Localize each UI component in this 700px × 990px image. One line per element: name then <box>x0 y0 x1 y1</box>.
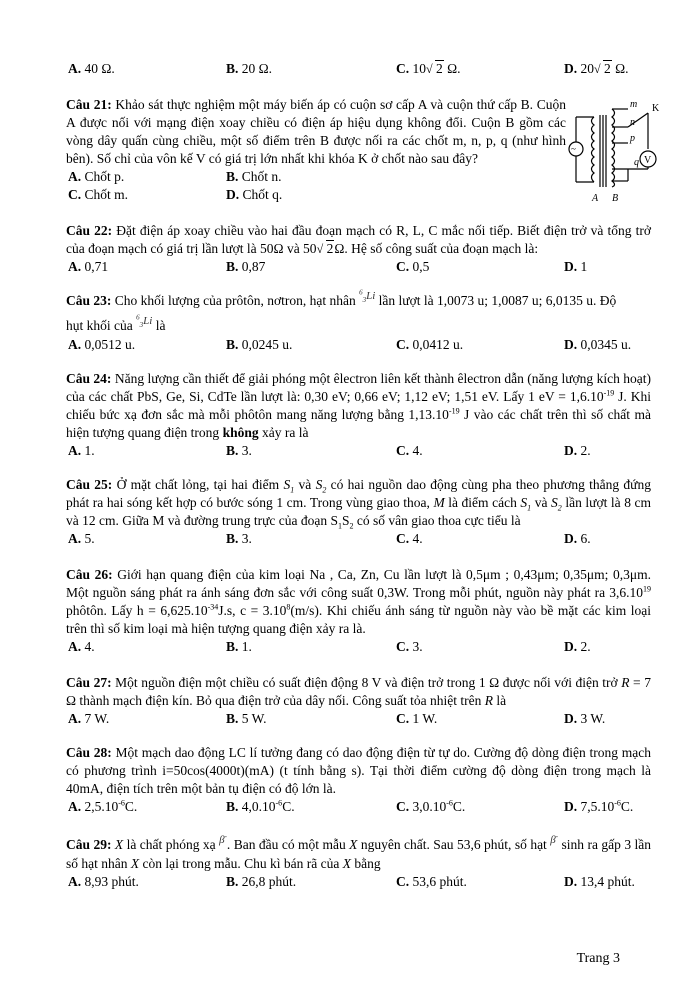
question-21 <box>66 96 566 204</box>
question-label: Câu 21: <box>66 97 112 112</box>
question-24: Câu 24: Năng lượng cần thiết để giải phóng một êlectron liên kết thành êlectron dẫn (năng lượng kích hoạt) của các chất PbS, Ge, Si, CdTe lần lượt là: 0,30 eV; 0,66 eV; 1,12 eV; 1,51 eV. Lấy 1 eV = $1,6.10^{-19}$ J. Khi chiếu bức xạ đơn sắc mà mỗi phôtôn mang năng lượng bằng $1,13.10^{-19}$ J vào các chất trên thì số chất mà hiện tượng quang điện trong không xảy ra là A. 1. B. 3. C. 4. D. 2. <box>66 371 651 458</box>
q28-option-a[interactable]: A. $2,5.10^{-6}C$. <box>68 798 138 814</box>
svg-text:B: B <box>612 193 619 204</box>
q26-option-b[interactable]: B. 1. <box>226 639 252 654</box>
question-text: Khảo sát thực nghiệm một máy biến áp có cuộn sơ cấp A và cuộn thứ cấp B. Cuộn A được nối với mạng điện xoay chiều có điện áp hiệu dụng không đổi. Cuộn B gồm các vòng dây quấn cùng chiều, một số điểm trên B được nối ra các chốt m, n, p, q (như hình bên). Số chỉ của vôn kế V có giá trị lớn nhất khi khóa K ở chốt nào sau đây? <box>66 97 566 166</box>
svg-text:q: q <box>634 157 639 168</box>
q21-option-d[interactable]: D. Chốt q. <box>226 187 283 202</box>
q24-option-c[interactable]: C. 4. <box>396 443 423 458</box>
question-23: Câu 23: Cho khối lượng của prôtôn, nơtron, hạt nhân $^{^6_3Li}$ lần lượt là 1,0073 u; 1,0087 u; 6,0135 u. Độ hụt khối của $^{^6_3Li}$ là A. 0,0512 u. B. 0,0245 u. C. 0,0412 u. D. 0,0345 u. <box>66 288 632 352</box>
q26-option-c[interactable]: C. 3. <box>396 639 423 654</box>
q24-option-a[interactable]: A. 1. <box>68 443 95 458</box>
sqrt-symbol: √ 2 <box>316 241 334 256</box>
question-25: Câu 25: Ở mặt chất lỏng, tại hai điểm $S_1$ và $S_2$ có hai nguồn dao động cùng pha theo phương thẳng đứng phát ra hai sóng kết hợp có bước sóng 1 cm. Trong vùng giao thoa, M là điểm cách $S_1$ và $S_2$ lần lượt là 8 cm và 12 cm. Giữa M và đường trung trực của đoạn $S_1S_2$ có số vân giao thoa cực tiểu là A. 5. B. 3. C. 4. D. 6. <box>66 477 651 546</box>
lithium-nuclide: 63Li <box>136 313 153 330</box>
svg-text:K: K <box>652 103 660 114</box>
question-22: Câu 22: Đặt điện áp xoay chiều vào hai đầu đoạn mạch có R, L, C mắc nối tiếp. Biết điện trở và tổng trở của đoạn mạch có giá trị lần lượt là 50Ω và 50 √ 2Ω. Hệ số công suất của đoạn mạch là: A. 0,71 B. 0,87 C. 0,5 D. 1 <box>66 223 652 274</box>
q20-option-d[interactable]: D. 20 √ 2 Ω. <box>564 61 629 76</box>
question-28: Câu 28: Một mạch dao động LC lí tưởng đang có dao động điện từ tự do. Cường độ dòng điện trong mạch có phương trình i=50cos(4000t)(mA) (t tính bằng s). Tại thời điểm cường độ dòng điện trong mạch là 40mA, điện tích trên một bản tụ điện có độ lớn là. A. $2,5.10^{-6}C$. B. $4,0.10^{-6}C$. C. $3,0.10^{-6}C$. D. $7,5.10^{-6}C$. <box>66 745 651 814</box>
svg-text:m: m <box>630 99 638 110</box>
q22-option-d[interactable]: D. 1 <box>564 259 588 274</box>
q27-option-d[interactable]: D. 3 W. <box>564 711 606 726</box>
lithium-nuclide: 63Li <box>359 288 376 305</box>
q22-option-a[interactable]: A. 0,71 <box>68 259 109 274</box>
q28-option-c[interactable]: C. $3,0.10^{-6}C$. <box>396 798 466 814</box>
q23-option-c[interactable]: C. 0,0412 u. <box>396 337 464 352</box>
q21-option-b[interactable]: B. Chốt n. <box>226 169 282 184</box>
q25-option-b[interactable]: B. 3. <box>226 531 252 546</box>
sqrt-symbol: √ 2 <box>594 61 611 76</box>
page-number: Trang 3 <box>576 951 620 966</box>
q27-option-b[interactable]: B. 5 W. <box>226 711 267 726</box>
q23-option-b[interactable]: B. 0,0245 u. <box>226 337 293 352</box>
q21-option-a[interactable]: A. Chốt p. <box>68 169 125 184</box>
q27-option-a[interactable]: A. 7 W. <box>68 711 110 726</box>
transformer-diagram <box>568 97 663 207</box>
q28-option-d[interactable]: D. $7,5.10^{-6}C$. <box>564 798 634 814</box>
q22-option-b[interactable]: B. 0,87 <box>226 259 266 274</box>
q21-options-row1 <box>66 168 566 186</box>
question-27: Câu 27: Một nguồn điện một chiều có suất điện động 8 V và điện trở trong 1 Ω được nối với điện trở R = 7 Ω thành mạch điện kín. Bỏ qua điện trở của dây nối. Công suất tỏa nhiệt trên R là A. 7 W. B. 5 W. C. 1 W. D. 3 W. <box>66 675 651 726</box>
svg-text:p: p <box>630 133 635 144</box>
q20-option-b[interactable]: B. 20 Ω. <box>226 61 273 76</box>
q22-option-c[interactable]: C. 0,5 <box>396 259 430 274</box>
q23-option-a[interactable]: A. 0,0512 u. <box>68 337 136 352</box>
q26-option-d[interactable]: D. 2. <box>564 639 591 654</box>
question-29: Câu 29: X là chất phóng xạ $^{\beta^-}$. Ban đầu có một mẫu X nguyên chất. Sau 53,6 phút, số hạt $^{\beta^-}$ sinh ra gấp 3 lần số hạt nhân X còn lại trong mẫu. Chu kì bán rã của X bằng A. 8,93 phút. B. 26,8 phút. C. 53,6 phút. D. 13,4 phút. <box>66 832 651 889</box>
q24-option-b[interactable]: B. 3. <box>226 443 252 458</box>
q29-option-d[interactable]: D. 13,4 phút. <box>564 874 635 889</box>
q21-options-row2 <box>66 186 566 204</box>
q29-option-a[interactable]: A. 8,93 phút. <box>68 874 139 889</box>
svg-text:n: n <box>630 117 635 128</box>
beta-minus-symbol: β- <box>550 832 559 846</box>
q23-option-d[interactable]: D. 0,0345 u. <box>564 337 632 352</box>
sqrt-symbol: √ 2 <box>426 61 443 76</box>
question-26: Câu 26: Giới hạn quang điện của kim loại Na , Ca, Zn, Cu lần lượt là 0,5μm ; 0,43μm; 0,35μm; 0,3μm. Một nguồn sáng phát ra ánh sáng đơn sắc với công suất 0,3W. Trong mỗi phút, nguồn này phát ra 3,6.10$^{19}$ phôtôn. Lấy $h = 6,625.10^{-34}J.s$, $c = 3.10^8(m/s)$. Khi chiếu ánh sáng từ nguồn này vào bề mặt các kim loại trên thì số kim loại mà hiện tượng quang điện xảy ra là. A. 4. B. 1. C. 3. D. 2. <box>66 567 652 654</box>
svg-text:A: A <box>592 193 599 204</box>
q20-option-a[interactable]: A. 40 Ω. <box>68 61 115 76</box>
svg-text:V: V <box>644 155 652 166</box>
q29-option-b[interactable]: B. 26,8 phút. <box>226 874 297 889</box>
q21-option-c[interactable]: C. Chốt m. <box>68 187 129 202</box>
q20-option-c[interactable]: C. 10 √ 2 Ω. <box>396 61 461 76</box>
q29-option-c[interactable]: C. 53,6 phút. <box>396 874 467 889</box>
q20-options <box>66 60 651 78</box>
beta-minus-symbol: β- <box>219 832 227 846</box>
q24-option-d[interactable]: D. 2. <box>564 443 591 458</box>
q27-option-c[interactable]: C. 1 W. <box>396 711 438 726</box>
q28-option-b[interactable]: B. $4,0.10^{-6}C$. <box>226 798 295 814</box>
q25-option-c[interactable]: C. 4. <box>396 531 423 546</box>
q25-option-d[interactable]: D. 6. <box>564 531 591 546</box>
q26-option-a[interactable]: A. 4. <box>68 639 95 654</box>
svg-text:~: ~ <box>571 144 576 154</box>
q25-option-a[interactable]: A. 5. <box>68 531 95 546</box>
